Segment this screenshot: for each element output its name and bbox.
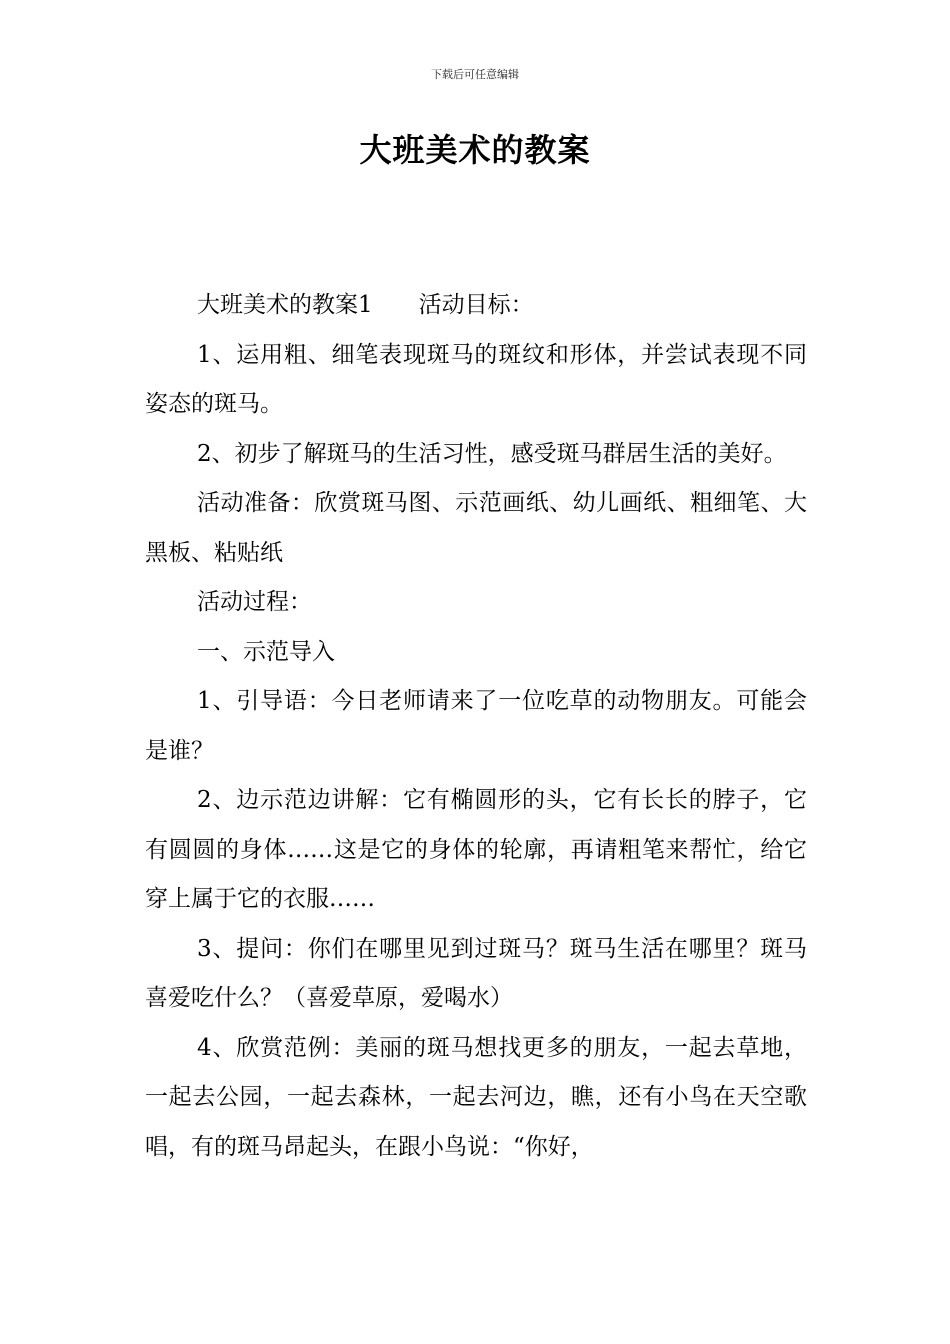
goal-label: 活动目标： — [418, 292, 534, 318]
lesson-label: 大班美术的教案1 — [197, 292, 373, 318]
paragraph-preparation: 活动准备：欣赏斑马图、示范画纸、幼儿画纸、粗细笔、大黑板、粘贴纸 — [145, 490, 807, 566]
document-body — [145, 281, 807, 1172]
lesson-heading-line — [145, 281, 807, 331]
document-title: 大班美术的教案 — [359, 131, 591, 169]
paragraph-goal-2: 2、初步了解斑马的生活习性，感受斑马群居生活的美好。 — [197, 440, 787, 467]
paragraph-step-4: 4、欣赏范例：美丽的斑马想找更多的朋友，一起去草地，一起去公园，一起去森林，一起去河边，瞧，还有小鸟在天空歌唱，有的斑马昂起头，在跟小鸟说：“你好， — [145, 1034, 807, 1160]
header-note: 下载后可任意编辑 — [431, 68, 519, 81]
paragraph-process-label: 活动过程： — [197, 589, 312, 615]
paragraph-section-1: 一、示范导入 — [197, 638, 335, 665]
paragraph-step-3: 3、提问：你们在哪里见到过斑马？斑马生活在哪里？斑马喜爱吃什么？（喜爱草原，爱喝水） — [145, 935, 807, 1011]
paragraph-goal-1: 1、运用粗、细笔表现斑马的斑纹和形体，并尝试表现不同姿态的斑马。 — [145, 341, 807, 417]
paragraph-step-2: 2、边示范边讲解：它有椭圆形的头，它有长长的脖子，它有圆圆的身体……这是它的身体的轮廓，再请粗笔来帮忙，给它穿上属于它的衣服…… — [145, 787, 807, 912]
paragraph-step-1: 1、引导语：今日老师请来了一位吃草的动物朋友。可能会是谁？ — [145, 688, 807, 764]
